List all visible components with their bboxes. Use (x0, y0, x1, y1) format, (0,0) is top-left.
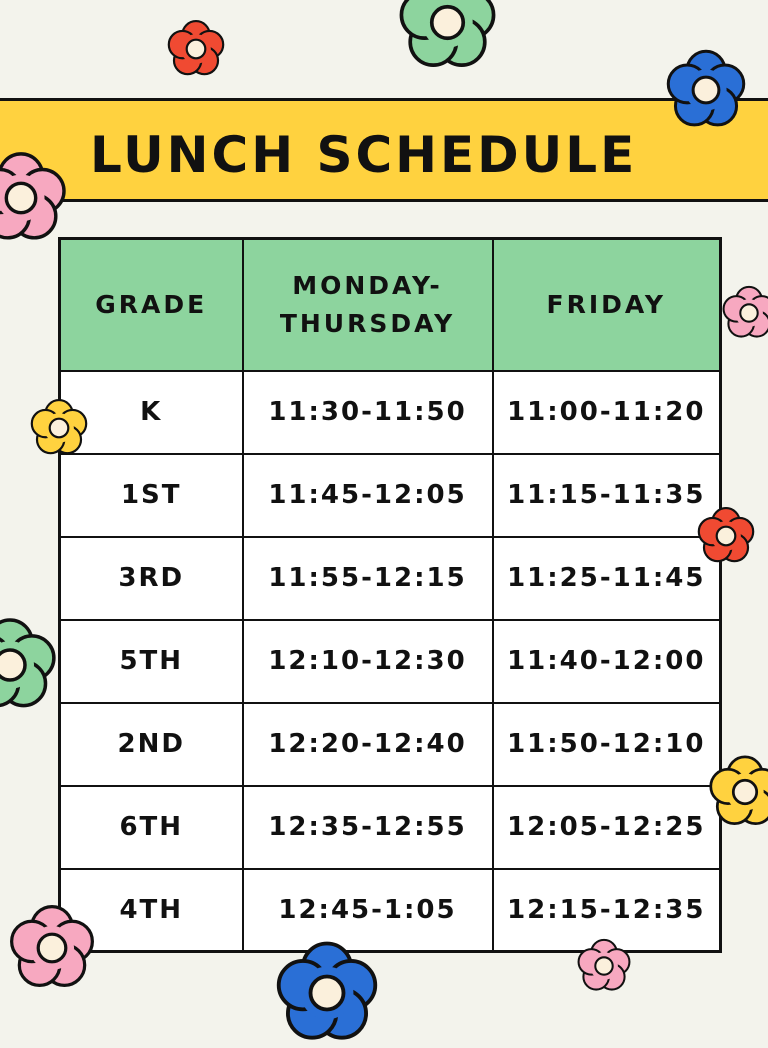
grade-cell: K (60, 371, 243, 454)
lunch-schedule-table (58, 237, 722, 953)
flower-icon (663, 47, 749, 133)
column-header-monday-thursday: MONDAY-THURSDAY (243, 239, 493, 371)
flower-icon (6, 902, 98, 994)
table-row (60, 454, 721, 537)
grade-cell: 6TH (60, 786, 243, 869)
table-row (60, 620, 721, 703)
monday-thursday-cell: 12:45-1:05 (243, 869, 493, 952)
friday-cell: 12:05-12:25 (493, 786, 721, 869)
grade-cell: 2ND (60, 703, 243, 786)
grade-cell: 1ST (60, 454, 243, 537)
flower-icon (0, 142, 70, 254)
friday-cell: 11:00-11:20 (493, 371, 721, 454)
monday-thursday-cell: 12:10-12:30 (243, 620, 493, 703)
grade-cell: 5TH (60, 620, 243, 703)
friday-cell: 11:40-12:00 (493, 620, 721, 703)
table-row (60, 371, 721, 454)
monday-thursday-cell: 11:55-12:15 (243, 537, 493, 620)
flower-icon (272, 938, 382, 1048)
friday-cell: 11:25-11:45 (493, 537, 721, 620)
friday-cell: 11:15-11:35 (493, 454, 721, 537)
flower-icon (165, 18, 227, 80)
grade-cell: 4TH (60, 869, 243, 952)
table-row (60, 703, 721, 786)
table-row (60, 786, 721, 869)
flower-icon (28, 397, 90, 459)
flower-icon (695, 505, 757, 567)
monday-thursday-cell: 11:45-12:05 (243, 454, 493, 537)
flower-icon (0, 613, 60, 717)
flower-icon (706, 753, 768, 831)
monday-thursday-cell: 11:30-11:50 (243, 371, 493, 454)
column-header-grade: GRADE (60, 239, 243, 371)
page-title: LUNCH SCHEDULE (90, 126, 638, 184)
friday-cell: 12:15-12:35 (493, 869, 721, 952)
grade-cell: 3RD (60, 537, 243, 620)
flower-icon (575, 937, 633, 995)
column-header-friday: FRIDAY (493, 239, 721, 371)
table-header-row (60, 239, 721, 371)
monday-thursday-cell: 12:20-12:40 (243, 703, 493, 786)
monday-thursday-cell: 12:35-12:55 (243, 786, 493, 869)
friday-cell: 11:50-12:10 (493, 703, 721, 786)
flower-icon (720, 282, 768, 344)
table-row (60, 537, 721, 620)
flower-icon (395, 0, 500, 75)
